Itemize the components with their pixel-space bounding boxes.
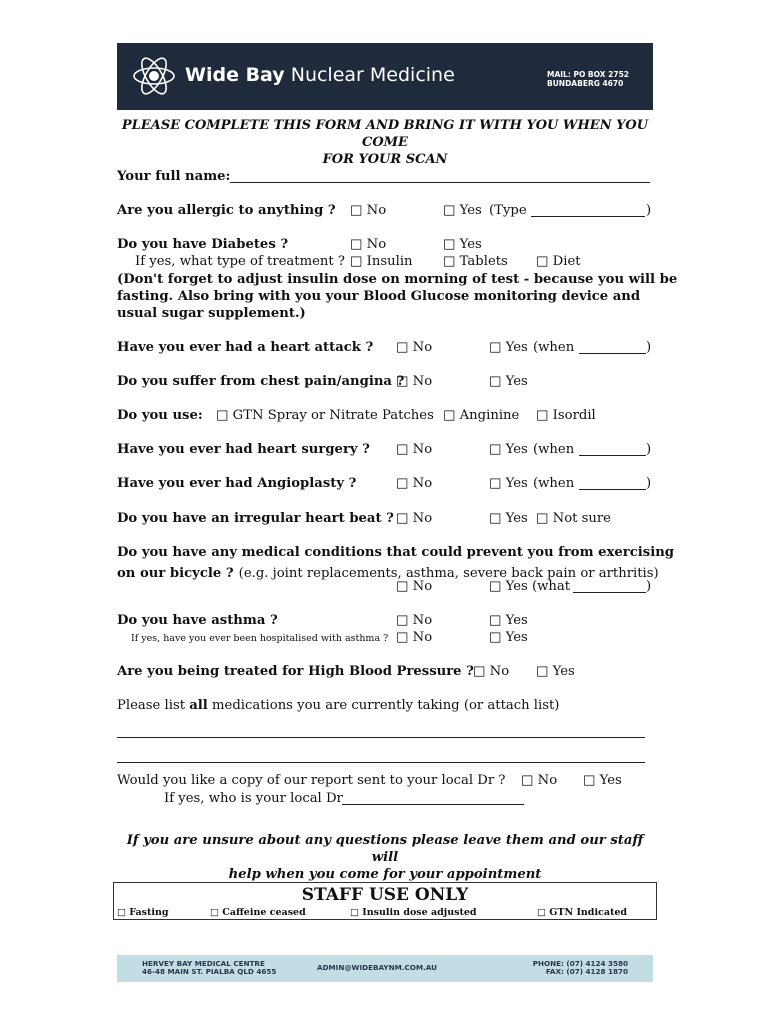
asthma-no-checkbox[interactable]: □ No [396,613,433,628]
angioplasty-when-close: ) [646,476,652,491]
conditions-question-line2: on our bicycle ? (e.g. joint replacements, asthma, severe back pain or arthritis) [117,566,659,581]
footer-email: ADMIN@WIDEBAYNM.COM.AU [317,963,437,972]
letterhead-banner [117,43,653,110]
diabetes-tablets-checkbox[interactable]: □ Tablets [443,254,508,269]
asthma-question: Do you have asthma ? [117,613,278,628]
heart-surgery-yes-checkbox[interactable]: □ Yes [489,442,528,457]
heart-attack-question: Have you ever had a heart attack ? [117,340,374,355]
angioplasty-when-field[interactable] [579,489,646,490]
conditions-what-close: ) [646,579,652,594]
staff-caffeine-checkbox[interactable]: □ Caffeine ceased [210,907,306,918]
asthma-hospitalised-yes-checkbox[interactable]: □ Yes [489,630,528,645]
diabetes-yes-checkbox[interactable]: □ Yes [443,237,482,252]
heart-surgery-when-field[interactable] [579,455,646,456]
diabetes-note: (Don't forget to adjust insulin dose on morning of test - because you will be fasting. Also bring with you your Blood Glucose monitoring device and usual sugar supplement.) [117,272,678,321]
asthma-hospitalised-no-checkbox[interactable]: □ No [396,630,433,645]
local-dr-field[interactable] [342,804,524,805]
full-name-field[interactable] [230,182,650,183]
angioplasty-when-label: (when [533,476,575,491]
heart-attack-when-label: (when [533,340,575,355]
medication-use-question: Do you use: [117,408,203,423]
gtn-spray-checkbox[interactable]: □ GTN Spray or Nitrate Patches [216,408,434,423]
anginine-checkbox[interactable]: □ Anginine [443,408,520,423]
diabetes-insulin-checkbox[interactable]: □ Insulin [350,254,413,269]
footer-bar [117,955,653,982]
irregular-yes-checkbox[interactable]: □ Yes [489,511,528,526]
diabetes-no-checkbox[interactable]: □ No [350,237,387,252]
angioplasty-question: Have you ever had Angioplasty ? [117,476,357,491]
heart-attack-no-checkbox[interactable]: □ No [396,340,433,355]
form-instructions: PLEASE COMPLETE THIS FORM AND BRING IT WITH YOU WHEN YOU COME FOR YOUR SCAN [121,118,649,167]
mail-address: MAIL: PO BOX 2752 BUNDABERG 4670 [547,70,630,88]
allergic-type-field[interactable] [531,216,645,217]
bp-no-checkbox[interactable]: □ No [473,664,510,679]
chest-pain-yes-checkbox[interactable]: □ Yes [489,374,528,389]
heart-attack-yes-checkbox[interactable]: □ Yes [489,340,528,355]
staff-use-box [113,882,657,920]
allergic-type-label: (Type [489,203,527,218]
staff-insulin-checkbox[interactable]: □ Insulin dose adjusted [350,907,477,918]
angioplasty-yes-checkbox[interactable]: □ Yes [489,476,528,491]
staff-use-title: STAFF USE ONLY [301,885,469,905]
heart-surgery-question: Have you ever had heart surgery ? [117,442,370,457]
medications-prompt: Please list all medications you are currently taking (or attach list) [117,698,560,713]
conditions-yes-checkbox[interactable]: □ Yes (what [489,579,571,594]
isordil-checkbox[interactable]: □ Isordil [536,408,596,423]
report-yes-checkbox[interactable]: □ Yes [583,773,622,788]
allergic-question: Are you allergic to anything ? [117,203,336,218]
full-name-label: Your full name: [117,169,231,184]
asthma-yes-checkbox[interactable]: □ Yes [489,613,528,628]
heart-surgery-when-label: (when [533,442,575,457]
heart-attack-when-field[interactable] [579,353,646,354]
allergic-yes-checkbox[interactable]: □ Yes [443,203,482,218]
diabetes-treatment-label: If yes, what type of treatment ? [135,254,345,269]
unsure-note: If you are unsure about any questions please leave them and our staff will help when you come for your appointment [126,833,644,882]
report-no-checkbox[interactable]: □ No [521,773,558,788]
staff-fasting-checkbox[interactable]: □ Fasting [117,907,169,918]
diabetes-question: Do you have Diabetes ? [117,237,289,252]
conditions-no-checkbox[interactable]: □ No [396,579,433,594]
heart-surgery-no-checkbox[interactable]: □ No [396,442,433,457]
brand-name: Wide Bay Nuclear Medicine [185,64,455,86]
staff-gtn-checkbox[interactable]: □ GTN Indicated [537,907,628,918]
medications-line-2[interactable] [117,762,645,763]
irregular-no-checkbox[interactable]: □ No [396,511,433,526]
allergic-type-close: ) [646,203,652,218]
heart-attack-when-close: ) [646,340,652,355]
asthma-hospitalised-question: If yes, have you ever been hospitalised with asthma ? [131,633,389,644]
angioplasty-no-checkbox[interactable]: □ No [396,476,433,491]
irregular-heartbeat-question: Do you have an irregular heart beat ? [117,511,394,526]
conditions-what-field[interactable] [573,592,646,593]
report-copy-question: Would you like a copy of our report sent to your local Dr ? [117,773,506,788]
irregular-not-sure-checkbox[interactable]: □ Not sure [536,511,611,526]
allergic-no-checkbox[interactable]: □ No [350,203,387,218]
heart-surgery-when-close: ) [646,442,652,457]
chest-pain-question: Do you suffer from chest pain/angina ? [117,374,405,389]
blood-pressure-question: Are you being treated for High Blood Pressure ? [117,664,474,679]
diabetes-diet-checkbox[interactable]: □ Diet [536,254,581,269]
medications-line-1[interactable] [117,737,645,738]
conditions-question: Do you have any medical conditions that could prevent you from exercising [117,545,675,560]
footer-address: HERVEY BAY MEDICAL CENTRE 46-48 MAIN ST. PIALBA QLD 4655 [142,959,277,976]
footer-contact: PHONE: (07) 4124 3580 FAX: (07) 4128 1870 [532,959,628,976]
local-dr-label: If yes, who is your local Dr [164,791,343,806]
chest-pain-no-checkbox[interactable]: □ No [396,374,433,389]
atom-logo-icon [131,53,177,99]
bp-yes-checkbox[interactable]: □ Yes [536,664,575,679]
